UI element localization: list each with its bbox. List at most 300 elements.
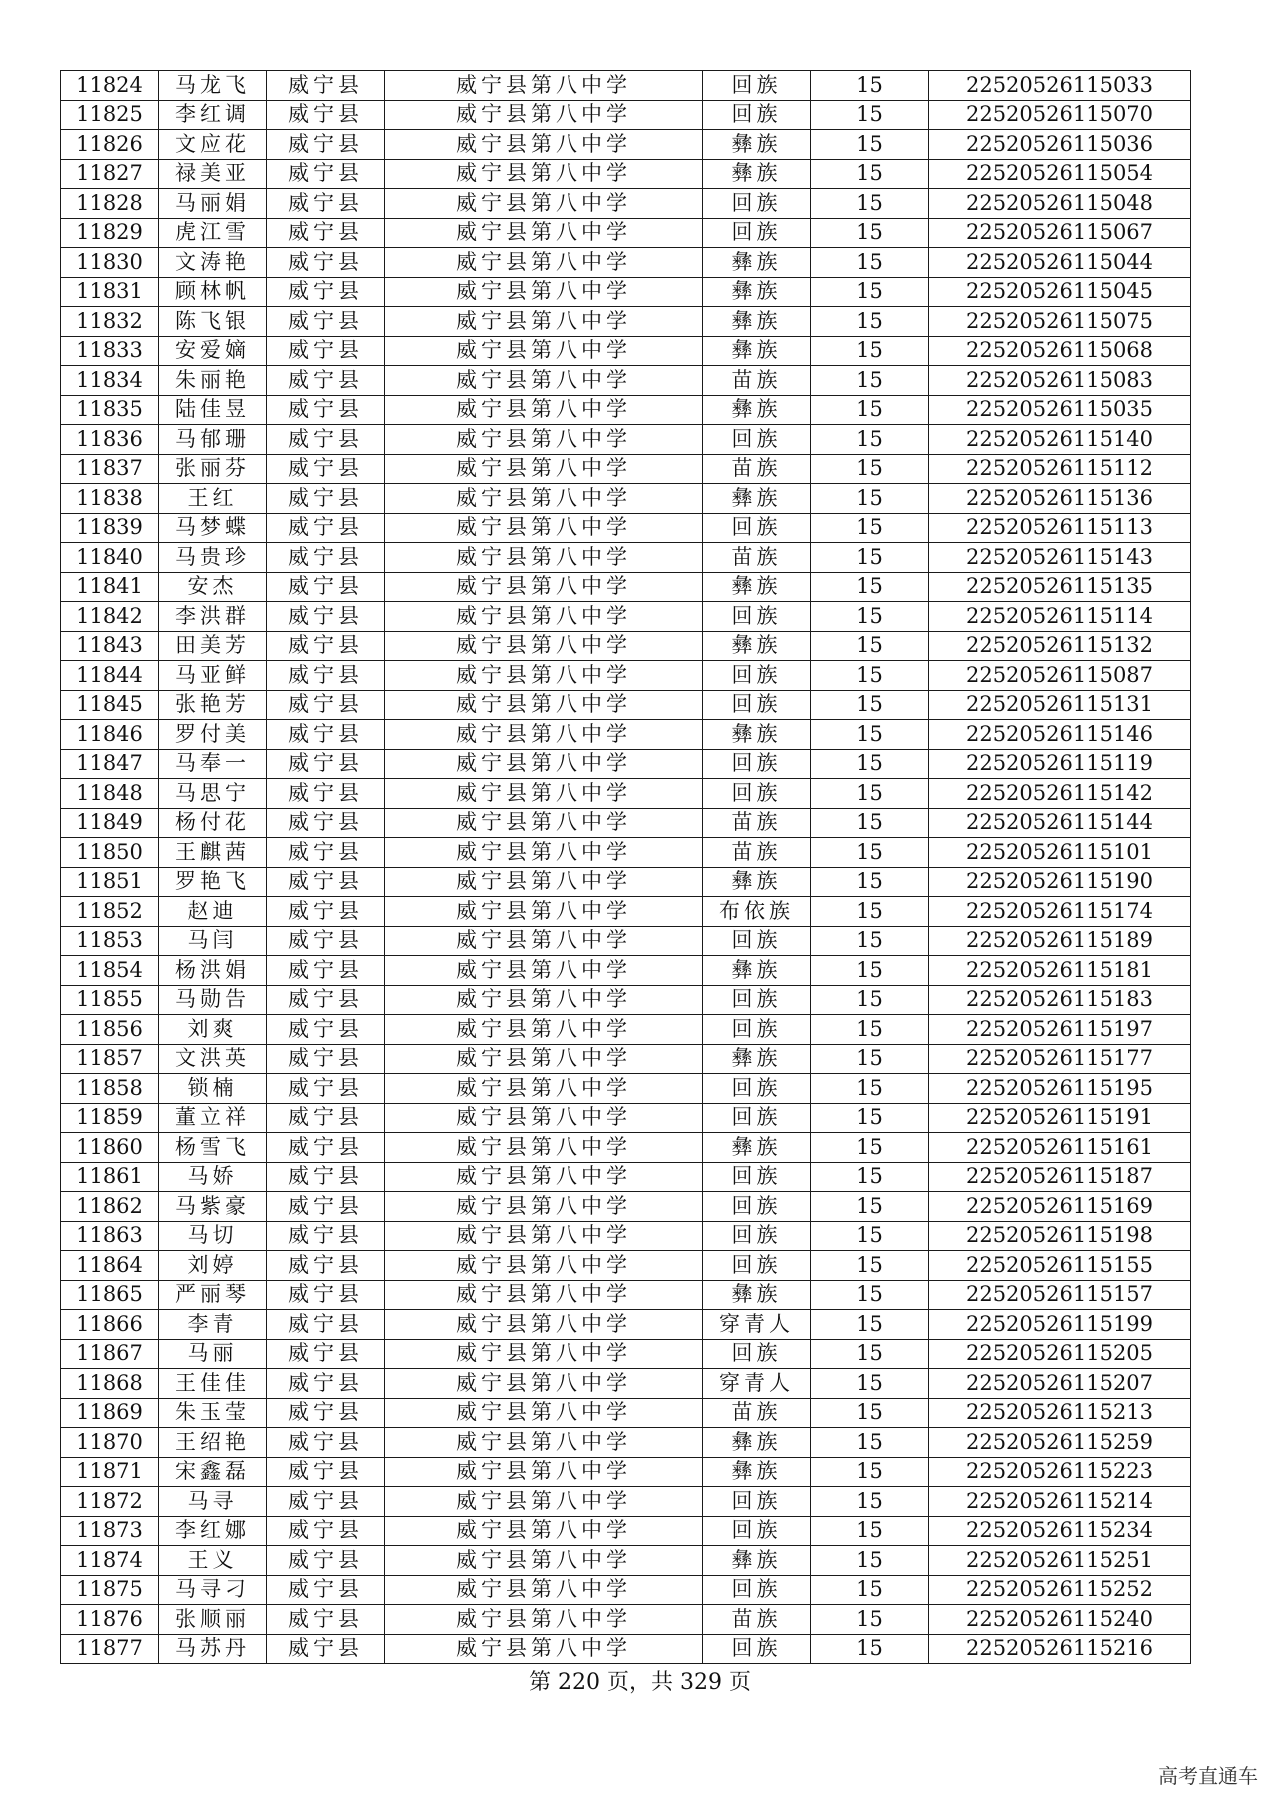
table-row (61, 1280, 1191, 1310)
cell-school: 威宁县第八中学 (385, 1516, 703, 1546)
cell-serial-number: 11876 (61, 1605, 159, 1635)
cell-bonus-points: 15 (811, 218, 929, 248)
cell-serial-number: 11829 (61, 218, 159, 248)
cell-school: 威宁县第八中学 (385, 307, 703, 337)
cell-exam-number: 22520526115045 (929, 277, 1191, 307)
table-row (61, 1546, 1191, 1576)
cell-ethnicity: 回族 (703, 749, 811, 779)
cell-student-name: 安爱嫡 (159, 336, 267, 366)
cell-ethnicity: 回族 (703, 1634, 811, 1664)
table-row (61, 307, 1191, 337)
table-row (61, 779, 1191, 809)
cell-school: 威宁县第八中学 (385, 1634, 703, 1664)
cell-serial-number: 11842 (61, 602, 159, 632)
cell-school: 威宁县第八中学 (385, 1369, 703, 1399)
cell-school: 威宁县第八中学 (385, 867, 703, 897)
cell-bonus-points: 15 (811, 1428, 929, 1458)
cell-county: 威宁县 (267, 1103, 385, 1133)
cell-exam-number: 22520526115259 (929, 1428, 1191, 1458)
cell-school: 威宁县第八中学 (385, 661, 703, 691)
cell-bonus-points: 15 (811, 1015, 929, 1045)
cell-student-name: 锁楠 (159, 1074, 267, 1104)
cell-student-name: 董立祥 (159, 1103, 267, 1133)
cell-school: 威宁县第八中学 (385, 602, 703, 632)
cell-school: 威宁县第八中学 (385, 336, 703, 366)
cell-county: 威宁县 (267, 572, 385, 602)
cell-exam-number: 22520526115157 (929, 1280, 1191, 1310)
cell-county: 威宁县 (267, 1221, 385, 1251)
cell-serial-number: 11875 (61, 1575, 159, 1605)
cell-serial-number: 11824 (61, 71, 159, 101)
cell-ethnicity: 回族 (703, 690, 811, 720)
cell-bonus-points: 15 (811, 71, 929, 101)
cell-county: 威宁县 (267, 1487, 385, 1517)
cell-ethnicity: 回族 (703, 1074, 811, 1104)
cell-ethnicity: 回族 (703, 779, 811, 809)
cell-student-name: 杨付花 (159, 808, 267, 838)
cell-bonus-points: 15 (811, 1516, 929, 1546)
cell-county: 威宁县 (267, 838, 385, 868)
cell-county: 威宁县 (267, 808, 385, 838)
cell-serial-number: 11825 (61, 100, 159, 130)
cell-bonus-points: 15 (811, 1369, 929, 1399)
cell-county: 威宁县 (267, 1457, 385, 1487)
cell-serial-number: 11857 (61, 1044, 159, 1074)
table-row (61, 985, 1191, 1015)
cell-student-name: 刘婷 (159, 1251, 267, 1281)
cell-student-name: 马亚鲜 (159, 661, 267, 691)
table-row (61, 1516, 1191, 1546)
watermark: 高考直通车 (1158, 1764, 1258, 1788)
cell-serial-number: 11853 (61, 926, 159, 956)
cell-county: 威宁县 (267, 159, 385, 189)
cell-student-name: 虎江雪 (159, 218, 267, 248)
table-wrapper (60, 70, 1191, 1664)
cell-county: 威宁县 (267, 336, 385, 366)
cell-bonus-points: 15 (811, 1398, 929, 1428)
cell-ethnicity: 回族 (703, 1251, 811, 1281)
cell-exam-number: 22520526115144 (929, 808, 1191, 838)
cell-serial-number: 11836 (61, 425, 159, 455)
cell-bonus-points: 15 (811, 277, 929, 307)
cell-county: 威宁县 (267, 1428, 385, 1458)
cell-student-name: 陈飞银 (159, 307, 267, 337)
cell-exam-number: 22520526115075 (929, 307, 1191, 337)
cell-student-name: 文应花 (159, 130, 267, 160)
table-row (61, 189, 1191, 219)
cell-ethnicity: 布依族 (703, 897, 811, 927)
cell-student-name: 王义 (159, 1546, 267, 1576)
cell-county: 威宁县 (267, 1605, 385, 1635)
cell-county: 威宁县 (267, 897, 385, 927)
cell-county: 威宁县 (267, 543, 385, 573)
cell-bonus-points: 15 (811, 690, 929, 720)
cell-student-name: 朱玉莹 (159, 1398, 267, 1428)
cell-student-name: 文涛艳 (159, 248, 267, 278)
cell-county: 威宁县 (267, 248, 385, 278)
cell-student-name: 陆佳昱 (159, 395, 267, 425)
table-row (61, 1310, 1191, 1340)
table-row (61, 926, 1191, 956)
cell-ethnicity: 回族 (703, 1103, 811, 1133)
cell-ethnicity: 回族 (703, 100, 811, 130)
table-row (61, 808, 1191, 838)
cell-school: 威宁县第八中学 (385, 1428, 703, 1458)
table-row (61, 1251, 1191, 1281)
cell-serial-number: 11840 (61, 543, 159, 573)
cell-student-name: 王麒茜 (159, 838, 267, 868)
cell-exam-number: 22520526115113 (929, 513, 1191, 543)
cell-student-name: 马娇 (159, 1162, 267, 1192)
cell-student-name: 安杰 (159, 572, 267, 602)
cell-student-name: 顾林帆 (159, 277, 267, 307)
cell-exam-number: 22520526115068 (929, 336, 1191, 366)
table-row (61, 720, 1191, 750)
cell-county: 威宁县 (267, 690, 385, 720)
cell-county: 威宁县 (267, 1280, 385, 1310)
cell-school: 威宁县第八中学 (385, 631, 703, 661)
cell-school: 威宁县第八中学 (385, 218, 703, 248)
cell-student-name: 马寻刁 (159, 1575, 267, 1605)
cell-ethnicity: 彝族 (703, 336, 811, 366)
cell-serial-number: 11852 (61, 897, 159, 927)
cell-county: 威宁县 (267, 1575, 385, 1605)
cell-exam-number: 22520526115136 (929, 484, 1191, 514)
cell-county: 威宁县 (267, 1369, 385, 1399)
cell-exam-number: 22520526115216 (929, 1634, 1191, 1664)
table-row (61, 159, 1191, 189)
cell-bonus-points: 15 (811, 425, 929, 455)
cell-student-name: 宋鑫磊 (159, 1457, 267, 1487)
cell-school: 威宁县第八中学 (385, 572, 703, 602)
cell-school: 威宁县第八中学 (385, 100, 703, 130)
cell-school: 威宁县第八中学 (385, 277, 703, 307)
cell-exam-number: 22520526115169 (929, 1192, 1191, 1222)
table-row (61, 218, 1191, 248)
cell-serial-number: 11866 (61, 1310, 159, 1340)
cell-bonus-points: 15 (811, 602, 929, 632)
cell-exam-number: 22520526115119 (929, 749, 1191, 779)
table-row (61, 1162, 1191, 1192)
cell-ethnicity: 苗族 (703, 454, 811, 484)
cell-school: 威宁县第八中学 (385, 130, 703, 160)
cell-serial-number: 11826 (61, 130, 159, 160)
cell-bonus-points: 15 (811, 661, 929, 691)
cell-ethnicity: 彝族 (703, 395, 811, 425)
cell-exam-number: 22520526115251 (929, 1546, 1191, 1576)
table-row (61, 1369, 1191, 1399)
cell-exam-number: 22520526115240 (929, 1605, 1191, 1635)
table-row (61, 1015, 1191, 1045)
cell-serial-number: 11870 (61, 1428, 159, 1458)
cell-serial-number: 11872 (61, 1487, 159, 1517)
cell-serial-number: 11850 (61, 838, 159, 868)
cell-county: 威宁县 (267, 661, 385, 691)
cell-bonus-points: 15 (811, 1251, 929, 1281)
cell-ethnicity: 彝族 (703, 277, 811, 307)
cell-student-name: 王红 (159, 484, 267, 514)
cell-serial-number: 11833 (61, 336, 159, 366)
cell-county: 威宁县 (267, 1634, 385, 1664)
cell-serial-number: 11877 (61, 1634, 159, 1664)
cell-county: 威宁县 (267, 307, 385, 337)
cell-student-name: 赵迪 (159, 897, 267, 927)
cell-ethnicity: 回族 (703, 1162, 811, 1192)
cell-bonus-points: 15 (811, 926, 929, 956)
cell-bonus-points: 15 (811, 1310, 929, 1340)
cell-school: 威宁县第八中学 (385, 1546, 703, 1576)
cell-serial-number: 11832 (61, 307, 159, 337)
cell-serial-number: 11844 (61, 661, 159, 691)
cell-county: 威宁县 (267, 425, 385, 455)
cell-bonus-points: 15 (811, 631, 929, 661)
cell-ethnicity: 回族 (703, 1487, 811, 1517)
cell-exam-number: 22520526115146 (929, 720, 1191, 750)
cell-serial-number: 11865 (61, 1280, 159, 1310)
cell-student-name: 马梦蝶 (159, 513, 267, 543)
cell-serial-number: 11848 (61, 779, 159, 809)
table-row (61, 1192, 1191, 1222)
table-row (61, 425, 1191, 455)
cell-ethnicity: 彝族 (703, 484, 811, 514)
table-row (61, 838, 1191, 868)
cell-county: 威宁县 (267, 985, 385, 1015)
cell-school: 威宁县第八中学 (385, 1339, 703, 1369)
cell-school: 威宁县第八中学 (385, 1487, 703, 1517)
cell-exam-number: 22520526115101 (929, 838, 1191, 868)
cell-student-name: 朱丽艳 (159, 366, 267, 396)
cell-serial-number: 11851 (61, 867, 159, 897)
cell-bonus-points: 15 (811, 1605, 929, 1635)
cell-school: 威宁县第八中学 (385, 1457, 703, 1487)
cell-ethnicity: 苗族 (703, 366, 811, 396)
cell-bonus-points: 15 (811, 513, 929, 543)
table-row (61, 1575, 1191, 1605)
cell-county: 威宁县 (267, 1339, 385, 1369)
cell-serial-number: 11858 (61, 1074, 159, 1104)
cell-ethnicity: 回族 (703, 189, 811, 219)
cell-serial-number: 11859 (61, 1103, 159, 1133)
cell-county: 威宁县 (267, 1398, 385, 1428)
cell-ethnicity: 回族 (703, 985, 811, 1015)
cell-student-name: 罗付美 (159, 720, 267, 750)
table-row (61, 1103, 1191, 1133)
cell-bonus-points: 15 (811, 1221, 929, 1251)
cell-school: 威宁县第八中学 (385, 1398, 703, 1428)
cell-bonus-points: 15 (811, 1044, 929, 1074)
cell-bonus-points: 15 (811, 1634, 929, 1664)
page-footer (0, 1665, 1280, 1696)
cell-school: 威宁县第八中学 (385, 1280, 703, 1310)
cell-ethnicity: 彝族 (703, 1133, 811, 1163)
cell-exam-number: 22520526115135 (929, 572, 1191, 602)
cell-school: 威宁县第八中学 (385, 1103, 703, 1133)
cell-school: 威宁县第八中学 (385, 395, 703, 425)
cell-exam-number: 22520526115143 (929, 543, 1191, 573)
table-row (61, 749, 1191, 779)
cell-exam-number: 22520526115067 (929, 218, 1191, 248)
cell-exam-number: 22520526115190 (929, 867, 1191, 897)
cell-exam-number: 22520526115205 (929, 1339, 1191, 1369)
table-row (61, 395, 1191, 425)
cell-ethnicity: 彝族 (703, 867, 811, 897)
cell-ethnicity: 彝族 (703, 1546, 811, 1576)
cell-bonus-points: 15 (811, 1133, 929, 1163)
cell-ethnicity: 彝族 (703, 1457, 811, 1487)
cell-county: 威宁县 (267, 395, 385, 425)
cell-school: 威宁县第八中学 (385, 1605, 703, 1635)
cell-bonus-points: 15 (811, 454, 929, 484)
cell-exam-number: 22520526115181 (929, 956, 1191, 986)
cell-serial-number: 11874 (61, 1546, 159, 1576)
cell-bonus-points: 15 (811, 1339, 929, 1369)
cell-ethnicity: 回族 (703, 1015, 811, 1045)
cell-bonus-points: 15 (811, 1103, 929, 1133)
cell-student-name: 马寻 (159, 1487, 267, 1517)
cell-county: 威宁县 (267, 454, 385, 484)
cell-school: 威宁县第八中学 (385, 189, 703, 219)
cell-bonus-points: 15 (811, 572, 929, 602)
cell-school: 威宁县第八中学 (385, 1192, 703, 1222)
cell-ethnicity: 苗族 (703, 1398, 811, 1428)
table-row (61, 1221, 1191, 1251)
table-row (61, 71, 1191, 101)
cell-exam-number: 22520526115174 (929, 897, 1191, 927)
cell-student-name: 王绍艳 (159, 1428, 267, 1458)
cell-ethnicity: 穿青人 (703, 1369, 811, 1399)
cell-school: 威宁县第八中学 (385, 1044, 703, 1074)
cell-school: 威宁县第八中学 (385, 749, 703, 779)
cell-county: 威宁县 (267, 366, 385, 396)
cell-student-name: 杨洪娟 (159, 956, 267, 986)
cell-county: 威宁县 (267, 720, 385, 750)
table-row (61, 867, 1191, 897)
cell-exam-number: 22520526115083 (929, 366, 1191, 396)
cell-county: 威宁县 (267, 130, 385, 160)
cell-county: 威宁县 (267, 1162, 385, 1192)
cell-bonus-points: 15 (811, 366, 929, 396)
cell-school: 威宁县第八中学 (385, 720, 703, 750)
table-row (61, 1044, 1191, 1074)
cell-school: 威宁县第八中学 (385, 159, 703, 189)
cell-serial-number: 11867 (61, 1339, 159, 1369)
cell-school: 威宁县第八中学 (385, 690, 703, 720)
cell-ethnicity: 穿青人 (703, 1310, 811, 1340)
cell-ethnicity: 回族 (703, 1516, 811, 1546)
cell-ethnicity: 回族 (703, 71, 811, 101)
cell-exam-number: 22520526115112 (929, 454, 1191, 484)
cell-ethnicity: 回族 (703, 425, 811, 455)
cell-school: 威宁县第八中学 (385, 1221, 703, 1251)
table-row (61, 1457, 1191, 1487)
cell-ethnicity: 苗族 (703, 543, 811, 573)
cell-ethnicity: 回族 (703, 1221, 811, 1251)
cell-ethnicity: 彝族 (703, 1280, 811, 1310)
cell-ethnicity: 回族 (703, 513, 811, 543)
cell-serial-number: 11841 (61, 572, 159, 602)
cell-serial-number: 11856 (61, 1015, 159, 1045)
cell-exam-number: 22520526115048 (929, 189, 1191, 219)
cell-exam-number: 22520526115044 (929, 248, 1191, 278)
cell-student-name: 严丽琴 (159, 1280, 267, 1310)
cell-school: 威宁县第八中学 (385, 543, 703, 573)
cell-serial-number: 11834 (61, 366, 159, 396)
cell-school: 威宁县第八中学 (385, 1133, 703, 1163)
cell-bonus-points: 15 (811, 867, 929, 897)
cell-serial-number: 11846 (61, 720, 159, 750)
cell-county: 威宁县 (267, 956, 385, 986)
cell-exam-number: 22520526115183 (929, 985, 1191, 1015)
cell-student-name: 马切 (159, 1221, 267, 1251)
cell-bonus-points: 15 (811, 484, 929, 514)
cell-student-name: 马贵珍 (159, 543, 267, 573)
roster-table (60, 70, 1191, 1664)
cell-student-name: 马闫 (159, 926, 267, 956)
cell-county: 威宁县 (267, 1015, 385, 1045)
cell-ethnicity: 回族 (703, 1192, 811, 1222)
cell-exam-number: 22520526115252 (929, 1575, 1191, 1605)
cell-student-name: 马思宁 (159, 779, 267, 809)
cell-ethnicity: 彝族 (703, 720, 811, 750)
table-row (61, 1487, 1191, 1517)
cell-county: 威宁县 (267, 749, 385, 779)
cell-county: 威宁县 (267, 189, 385, 219)
cell-bonus-points: 15 (811, 1192, 929, 1222)
table-row (61, 1398, 1191, 1428)
cell-exam-number: 22520526115177 (929, 1044, 1191, 1074)
cell-bonus-points: 15 (811, 956, 929, 986)
cell-school: 威宁县第八中学 (385, 454, 703, 484)
cell-school: 威宁县第八中学 (385, 1310, 703, 1340)
cell-serial-number: 11843 (61, 631, 159, 661)
cell-bonus-points: 15 (811, 336, 929, 366)
table-row (61, 602, 1191, 632)
cell-serial-number: 11828 (61, 189, 159, 219)
cell-county: 威宁县 (267, 513, 385, 543)
cell-school: 威宁县第八中学 (385, 808, 703, 838)
footer-total-pages: 329 (680, 1670, 722, 1695)
table-row (61, 690, 1191, 720)
cell-student-name: 刘爽 (159, 1015, 267, 1045)
cell-county: 威宁县 (267, 71, 385, 101)
cell-student-name: 张丽芬 (159, 454, 267, 484)
table-row (61, 543, 1191, 573)
cell-student-name: 杨雪飞 (159, 1133, 267, 1163)
cell-county: 威宁县 (267, 100, 385, 130)
cell-student-name: 李红调 (159, 100, 267, 130)
cell-exam-number: 22520526115155 (929, 1251, 1191, 1281)
table-row (61, 897, 1191, 927)
table-row (61, 513, 1191, 543)
table-row (61, 1074, 1191, 1104)
cell-county: 威宁县 (267, 1044, 385, 1074)
cell-bonus-points: 15 (811, 1074, 929, 1104)
cell-exam-number: 22520526115189 (929, 926, 1191, 956)
footer-middle: 页，共 (606, 1670, 673, 1695)
cell-exam-number: 22520526115234 (929, 1516, 1191, 1546)
table-row (61, 1428, 1191, 1458)
cell-ethnicity: 彝族 (703, 572, 811, 602)
cell-bonus-points: 15 (811, 248, 929, 278)
cell-county: 威宁县 (267, 1546, 385, 1576)
cell-student-name: 马丽 (159, 1339, 267, 1369)
footer-prefix: 第 (528, 1670, 551, 1695)
cell-exam-number: 22520526115070 (929, 100, 1191, 130)
cell-county: 威宁县 (267, 1133, 385, 1163)
cell-ethnicity: 彝族 (703, 248, 811, 278)
table-row (61, 661, 1191, 691)
cell-student-name: 张顺丽 (159, 1605, 267, 1635)
